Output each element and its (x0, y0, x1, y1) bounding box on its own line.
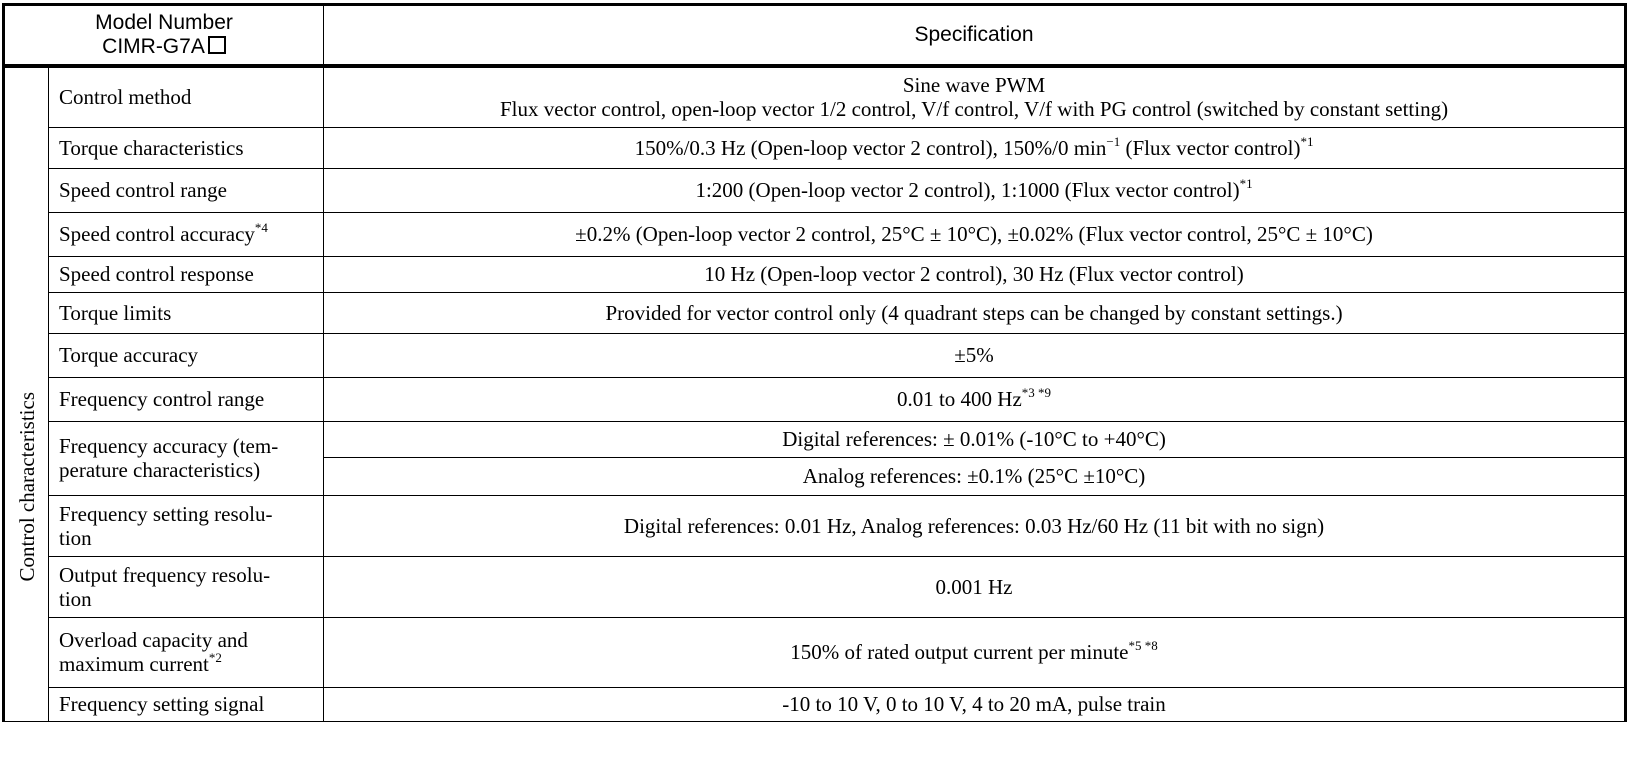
table-row (4, 127, 1626, 168)
footnote-ref: *2 (208, 650, 222, 665)
table-row (4, 66, 1626, 127)
specification-header: Specification (324, 5, 1626, 67)
group-cell (4, 66, 49, 721)
param-frequency-control-range: Frequency control range (49, 377, 324, 421)
param-speed-control-range: Speed control range (49, 168, 324, 212)
value-text: 150%/0.3 Hz (Open-loop vector 2 control), 150%/0 min (634, 135, 1107, 160)
param-speed-control-accuracy (49, 212, 324, 256)
value-frequency-accuracy-analog: Analog references: ±0.1% (25°C ±10°C) (324, 457, 1626, 495)
table-header-row (4, 5, 1626, 67)
value-frequency-setting-resolution: Digital references: 0.01 Hz, Analog references: 0.03 Hz/60 Hz (11 bit with no sign) (324, 495, 1626, 556)
value-torque-characteristics (324, 127, 1626, 168)
value-overload-capacity (324, 617, 1626, 687)
param-text: tion (59, 586, 92, 611)
param-text: maximum current (59, 652, 209, 676)
value-frequency-control-range (324, 377, 1626, 421)
param-torque-characteristics: Torque characteristics (49, 127, 324, 168)
value-frequency-setting-signal: -10 to 10 V, 0 to 10 V, 4 to 20 mA, pulse train (324, 687, 1626, 721)
model-number-label: Model Number (95, 11, 233, 34)
footnote-ref: *4 (254, 220, 268, 235)
superscript: −1 (1106, 133, 1121, 149)
value-text: 0.01 to 400 Hz (896, 387, 1022, 411)
footnote-ref: *3 *9 (1021, 385, 1052, 400)
footnote-ref: *1 (1239, 176, 1253, 191)
param-text: Speed control accuracy (59, 222, 255, 246)
value-output-frequency-resolution: 0.001 Hz (324, 556, 1626, 617)
spec-page (2, 3, 1624, 722)
param-text: Output frequency resolu- (59, 562, 271, 587)
value-torque-limits: Provided for vector control only (4 quadrant steps can be changed by constant settings.) (324, 292, 1626, 333)
value-text: 150% of rated output current per minute (790, 640, 1129, 664)
specification-table (2, 3, 1627, 722)
table-row (4, 292, 1626, 333)
param-text: perature characteristics) (59, 458, 261, 482)
value-line: Sine wave PWM (902, 73, 1046, 98)
model-number-header (4, 5, 324, 67)
table-row (4, 212, 1626, 256)
group-label: Control characteristics (15, 391, 39, 582)
value-speed-control-accuracy: ±0.2% (Open-loop vector 2 control, 25°C ± 10°C), ±0.02% (Flux vector control, 25°C ± 10°C) (324, 212, 1626, 256)
table-row (4, 556, 1626, 617)
param-overload-capacity (49, 617, 324, 687)
param-text: Overload capacity and (59, 628, 248, 652)
param-text: tion (59, 525, 92, 550)
value-frequency-accuracy-digital: Digital references: ± 0.01% (-10°C to +40°C) (324, 421, 1626, 457)
value-speed-control-range (324, 168, 1626, 212)
param-speed-control-response: Speed control response (49, 256, 324, 292)
param-control-method: Control method (49, 66, 324, 127)
param-torque-accuracy: Torque accuracy (49, 333, 324, 377)
value-speed-control-response: 10 Hz (Open-loop vector 2 control), 30 Hz (Flux vector control) (324, 256, 1626, 292)
param-text: Frequency setting resolu- (59, 501, 273, 526)
footnote-ref: *5 *8 (1128, 638, 1158, 653)
table-row (4, 617, 1626, 687)
param-torque-limits: Torque limits (49, 292, 324, 333)
table-row (4, 421, 1626, 457)
table-row (4, 495, 1626, 556)
footnote-ref: *1 (1300, 133, 1314, 149)
param-frequency-setting-signal: Frequency setting signal (49, 687, 324, 721)
value-text: 1:200 (Open-loop vector 2 control), 1:1000 (Flux vector control) (695, 178, 1240, 202)
square-icon (208, 36, 226, 54)
table-row (4, 168, 1626, 212)
value-text: (Flux vector control) (1120, 135, 1301, 160)
table-row (4, 687, 1626, 721)
param-text: Frequency accuracy (tem- (59, 434, 279, 458)
value-control-method (324, 66, 1626, 127)
param-frequency-accuracy (49, 421, 324, 495)
value-torque-accuracy: ±5% (324, 333, 1626, 377)
param-frequency-setting-resolution (49, 495, 324, 556)
table-row (4, 377, 1626, 421)
value-line: Flux vector control, open-loop vector 1/2 control, V/f control, V/f with PG control (switched by constant setting) (499, 97, 1449, 122)
param-output-frequency-resolution (49, 556, 324, 617)
model-code: CIMR-G7A (102, 35, 205, 58)
table-row (4, 256, 1626, 292)
table-row (4, 333, 1626, 377)
